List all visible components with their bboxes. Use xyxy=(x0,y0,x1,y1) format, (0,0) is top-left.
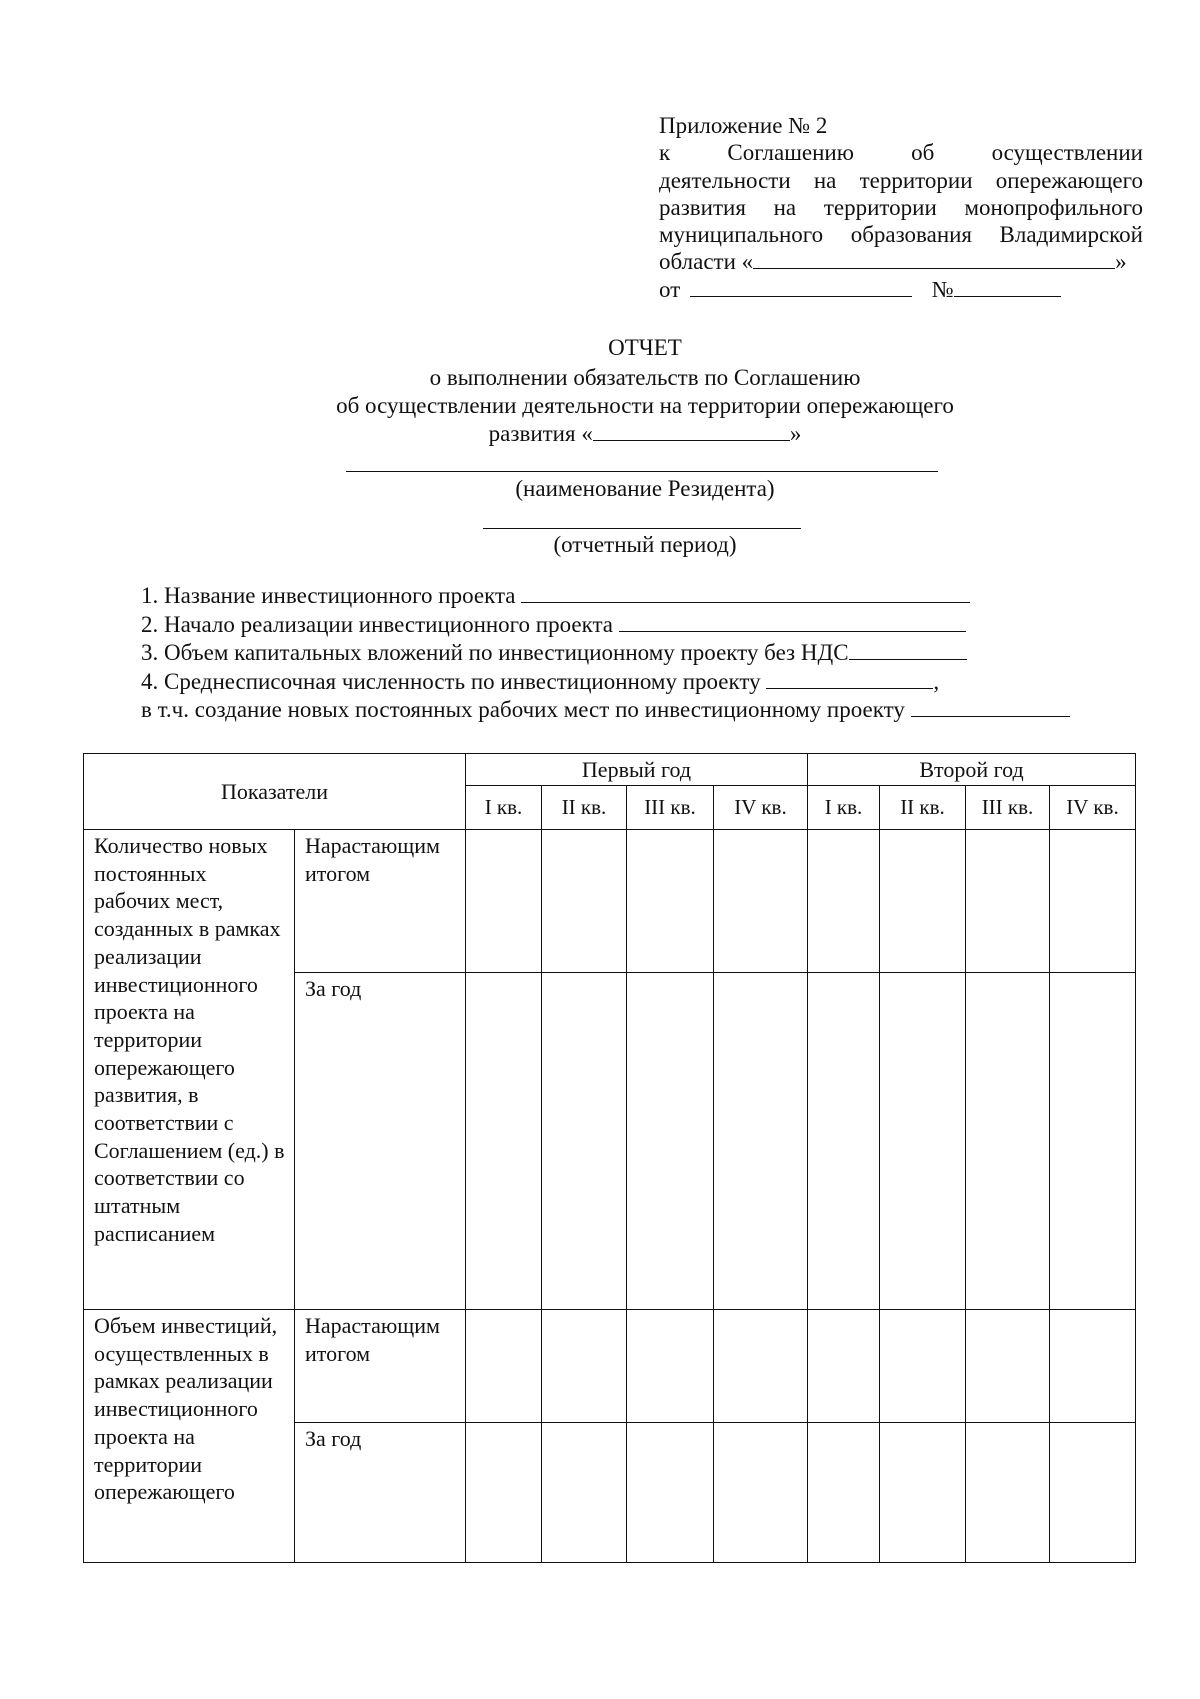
appendix-line-3: развития на территории монопрофильного xyxy=(659,194,1143,220)
quarter-header: II кв. xyxy=(542,786,627,830)
sub-per-year: За год xyxy=(295,973,466,1310)
data-cell[interactable] xyxy=(627,830,714,973)
data-cell[interactable] xyxy=(808,973,880,1310)
data-cell[interactable] xyxy=(542,1423,627,1563)
report-subtitle-1: о выполнении обязательств по Соглашению xyxy=(429,365,861,390)
appendix-word: осуществлении xyxy=(991,140,1143,166)
data-cell[interactable] xyxy=(808,830,880,973)
indicator-investment-volume: Объем инвестиций, осуществленных в рамках реализации инвестиционного проекта на территории опережающего xyxy=(84,1310,295,1563)
data-cell[interactable] xyxy=(714,830,808,973)
year-2-header: Второй год xyxy=(808,754,1136,786)
project-name-blank[interactable] xyxy=(521,582,970,603)
data-cell[interactable] xyxy=(466,973,542,1310)
appendix-line-5: области « » xyxy=(659,249,1127,275)
report-title: ОТЧЕТ xyxy=(608,335,682,360)
data-cell[interactable] xyxy=(966,973,1050,1310)
indicator-new-jobs: Количество новых постоянных рабочих мест, созданных в рамках реализации инвестиционного проекта на территории опережающего развития, в соответствии с Соглашением (ед.) в соответствии со штатным расписанием xyxy=(84,830,295,1310)
data-cell[interactable] xyxy=(1050,1310,1136,1423)
appendix-word: об xyxy=(911,140,935,166)
indicators-header: Показатели xyxy=(84,754,466,830)
appendix-block xyxy=(659,112,1143,303)
data-cell[interactable] xyxy=(966,1423,1050,1563)
item-capital-investment: 3. Объем капитальных вложений по инвестиционному проекту без НДС xyxy=(141,639,1070,668)
data-cell[interactable] xyxy=(627,973,714,1310)
quarter-header: I кв. xyxy=(808,786,880,830)
zone-name-blank[interactable] xyxy=(593,420,790,441)
data-cell[interactable] xyxy=(966,1310,1050,1423)
period-line[interactable] xyxy=(483,528,801,529)
resident-caption: (наименование Резидента) xyxy=(515,476,775,501)
quarter-header: II кв. xyxy=(880,786,966,830)
data-cell[interactable] xyxy=(1050,1423,1136,1563)
capital-investment-blank[interactable] xyxy=(849,639,967,660)
report-table xyxy=(83,753,1136,1563)
data-cell[interactable] xyxy=(466,1423,542,1563)
project-items xyxy=(141,582,1070,725)
data-cell[interactable] xyxy=(714,1423,808,1563)
data-cell[interactable] xyxy=(808,1310,880,1423)
report-subtitle-2: об осуществлении деятельности на территории опережающего xyxy=(336,393,954,418)
data-cell[interactable] xyxy=(1050,973,1136,1310)
report-subtitle-3: развития « » xyxy=(488,421,802,446)
appendix-word: к xyxy=(659,140,671,166)
sub-per-year: За год xyxy=(295,1423,466,1563)
data-cell[interactable] xyxy=(880,830,966,973)
appendix-line-1 xyxy=(659,139,1143,166)
item-new-jobs: в т.ч. создание новых постоянных рабочих мест по инвестиционному проекту xyxy=(141,696,1070,725)
quarter-header: IV кв. xyxy=(1050,786,1136,830)
appendix-line-4: муниципального образования Владимирской xyxy=(659,222,1143,248)
appendix-line-2: деятельности на территории опережающего xyxy=(659,167,1143,193)
data-cell[interactable] xyxy=(627,1423,714,1563)
data-cell[interactable] xyxy=(1050,830,1136,973)
appendix-line-6: от № xyxy=(659,276,1143,303)
data-cell[interactable] xyxy=(627,1310,714,1423)
appendix-title: Приложение № 2 xyxy=(659,113,828,138)
data-cell[interactable] xyxy=(542,973,627,1310)
number-blank-field[interactable] xyxy=(954,276,1061,297)
item-project-start: 2. Начало реализации инвестиционного проекта xyxy=(141,611,1070,640)
data-cell[interactable] xyxy=(542,1310,627,1423)
data-cell[interactable] xyxy=(466,1310,542,1423)
sub-cumulative: Нарастающим итогом xyxy=(295,1310,466,1423)
table-row xyxy=(84,830,1136,973)
data-cell[interactable] xyxy=(542,830,627,973)
data-cell[interactable] xyxy=(808,1423,880,1563)
headcount-blank[interactable] xyxy=(766,668,933,689)
project-start-blank[interactable] xyxy=(619,611,966,632)
new-jobs-blank[interactable] xyxy=(911,696,1070,717)
quarter-header: IV кв. xyxy=(714,786,808,830)
item-headcount: 4. Среднесписочная численность по инвестиционному проекту , xyxy=(141,668,940,694)
data-cell[interactable] xyxy=(880,973,966,1310)
quarter-header: III кв. xyxy=(627,786,714,830)
year-1-header: Первый год xyxy=(466,754,808,786)
date-blank-field[interactable] xyxy=(690,276,912,297)
period-caption: (отчетный период) xyxy=(553,532,737,557)
data-cell[interactable] xyxy=(880,1310,966,1423)
resident-name-line[interactable] xyxy=(346,471,938,472)
table-row xyxy=(84,1310,1136,1423)
appendix-word: Соглашению xyxy=(727,140,854,166)
data-cell[interactable] xyxy=(466,830,542,973)
data-cell[interactable] xyxy=(714,973,808,1310)
blank-field[interactable] xyxy=(753,248,1115,269)
quarter-header: I кв. xyxy=(466,786,542,830)
data-cell[interactable] xyxy=(714,1310,808,1423)
quarter-header: III кв. xyxy=(966,786,1050,830)
data-cell[interactable] xyxy=(880,1423,966,1563)
item-project-name: 1. Название инвестиционного проекта xyxy=(141,582,1070,611)
sub-cumulative: Нарастающим итогом xyxy=(295,830,466,973)
data-cell[interactable] xyxy=(966,830,1050,973)
